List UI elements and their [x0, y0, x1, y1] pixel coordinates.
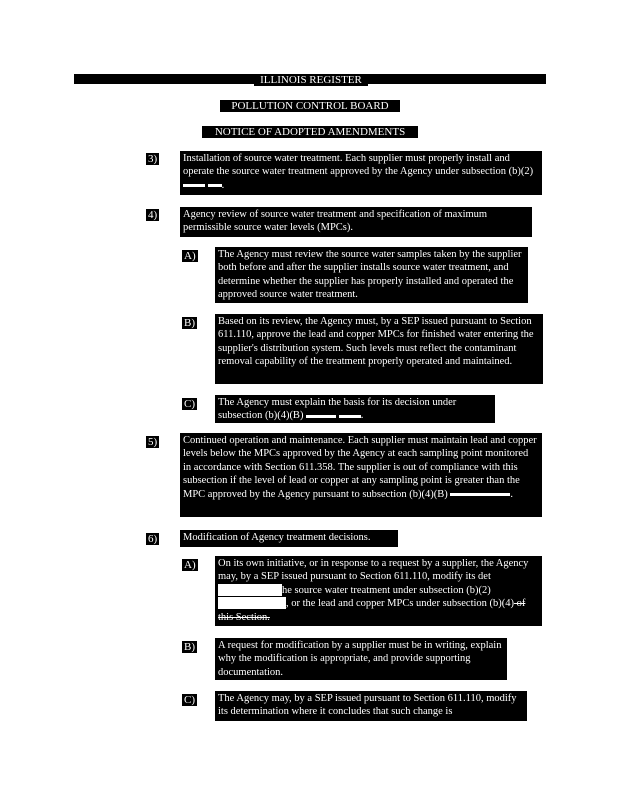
struck-text: of this Section.: [218, 598, 526, 623]
paragraph-5-text: Continued operation and maintenance. Each supplier must maintain lead and copper levels below the MPCs approved by the Agency at each sampling point monitored in accordance with Section 611.358. The supplier is out of compliance with this subsection if the level of lead or copper at any sampling point is greater than the MPC approved by the Agency pursuant to subsection (b)(4)(B): [183, 435, 537, 500]
item-label-4a: A): [184, 250, 196, 262]
paragraph-6: Modification of Agency treatment decisions.: [180, 530, 398, 547]
redaction-mark: [183, 184, 205, 187]
redaction-mark: [208, 184, 222, 187]
paragraph-3: Installation of source water treatment. Each supplier must properly install and operate the source water treatment approved by the Agency under subsection (b)(2) .: [180, 151, 542, 195]
redaction-mark: [306, 415, 336, 418]
paragraph-6a-line2: he source water treatment under subsection (b)(2): [282, 584, 491, 596]
paragraph-6b: A request for modification by a supplier must be in writing, explain why the modification is appropriate, and provide supporting documentation.: [215, 638, 507, 680]
paragraph-4c: The Agency must explain the basis for its decision under subsection (b)(4)(B) .: [215, 395, 495, 423]
paragraph-6a-line1: On its own initiative, or in response to a request by a supplier, the Agency may, by a SEP issued pursuant to Section 611.110, modify its det: [218, 558, 529, 583]
item-label-3: 3): [148, 153, 158, 165]
paragraph-4: Agency review of source water treatment and specification of maximum permissible source water levels (MPCs).: [180, 207, 532, 237]
paragraph-4b: Based on its review, the Agency must, by a SEP issued pursuant to Section 611.110, approve the lead and copper MPCs for finished water entering the supplier's distribution system. Such levels must reflect the contaminant removal capability of the treatment properly operated and maintained.: [215, 314, 543, 384]
paragraph-6c: The Agency may, by a SEP issued pursuant to Section 611.110, modify its determination where it concludes that such change is: [215, 691, 527, 721]
paragraph-3-text: Installation of source water treatment. Each supplier must properly install and operate the source water treatment approved by the Agency under subsection (b)(2): [183, 153, 534, 178]
notice-title: NOTICE OF ADOPTED AMENDMENTS: [202, 126, 418, 138]
redaction-box: [218, 584, 282, 596]
board-title: POLLUTION CONTROL BOARD: [220, 100, 400, 112]
item-label-5: 5): [148, 436, 158, 448]
paragraph-6a-line3: , or the lead and copper MPCs under subsection (b)(4): [286, 598, 515, 610]
item-label-4c: C): [184, 398, 195, 410]
paragraph-6a: [215, 556, 542, 626]
paragraph-4c-text: The Agency must explain the basis for its decision under subsection (b)(4)(B): [218, 397, 457, 422]
paragraph-4a: The Agency must review the source water samples taken by the supplier both before and after the supplier installs source water treatment, and determine whether the supplier has properly installed and operated the approved source water treatment.: [215, 247, 528, 303]
paragraph-5: Continued operation and maintenance. Each supplier must maintain lead and copper levels below the MPCs approved by the Agency at each sampling point monitored in accordance with Section 611.358. The supplier is out of compliance with this subsection if the level of lead or copper at any sampling point is greater than the MPC approved by the Agency pursuant to subsection (b)(4)(B) .: [180, 433, 542, 517]
item-label-4: 4): [148, 209, 158, 221]
item-label-6c: C): [184, 694, 195, 706]
item-label-6a: A): [184, 559, 196, 571]
item-label-6b: B): [184, 641, 195, 653]
item-label-4b: B): [184, 317, 195, 329]
redaction-mark: [339, 415, 361, 418]
item-label-6: 6): [148, 533, 158, 545]
redaction-mark: [450, 493, 510, 496]
redaction-box: [218, 597, 286, 609]
register-title: ILLINOIS REGISTER: [254, 74, 368, 86]
